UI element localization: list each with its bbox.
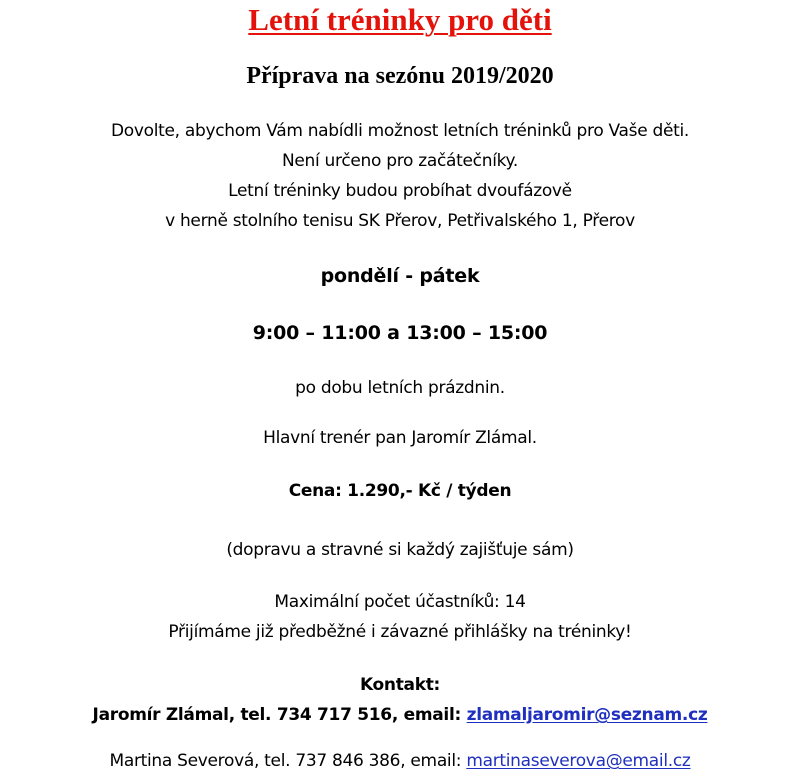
price: Cena: 1.290,- Kč / týden	[288, 481, 512, 501]
capacity-max: Maximální počet účastníků: 14	[274, 592, 526, 612]
intro-line-3: Letní tréninky budou probíhat dvoufázově	[228, 181, 572, 201]
intro-line-2: Není určeno pro začátečníky.	[281, 151, 519, 171]
contact-person-1-email-link[interactable]: zlamaljaromir@seznam.cz	[466, 705, 708, 725]
coach-info: Hlavní trenér pan Jaromír Zlámal.	[263, 428, 537, 448]
page-title: Letní tréninky pro děti	[248, 2, 552, 37]
schedule-period: po dobu letních prázdnin.	[295, 378, 505, 398]
schedule-times: 9:00 – 11:00 a 13:00 – 15:00	[252, 322, 548, 344]
intro-line-4: v herně stolního tenisu SK Přerov, Petřivalského 1, Přerov	[165, 211, 635, 231]
page-subtitle: Příprava na sezónu 2019/2020	[246, 63, 554, 89]
registration-note: Přijímáme již předběžné i závazné přihlášky na tréninky!	[168, 622, 632, 642]
contact-person-2-email-link[interactable]: martinaseverova@email.cz	[466, 751, 691, 771]
contact-person-1-text: Jaromír Zlámal, tel. 734 717 516, email:	[92, 705, 467, 725]
contact-person-2-text: Martina Severová, tel. 737 846 386, email:	[109, 751, 467, 771]
intro-line-1: Dovolte, abychom Vám nabídli možnost letních tréninků pro Vaše děti.	[110, 121, 690, 141]
contact-person-2	[0, 751, 800, 771]
contact-person-1	[0, 705, 800, 725]
price-note: (dopravu a stravné si každý zajišťuje sám)	[226, 540, 574, 560]
contact-heading: Kontakt:	[359, 675, 441, 695]
schedule-days: pondělí - pátek	[320, 265, 480, 287]
